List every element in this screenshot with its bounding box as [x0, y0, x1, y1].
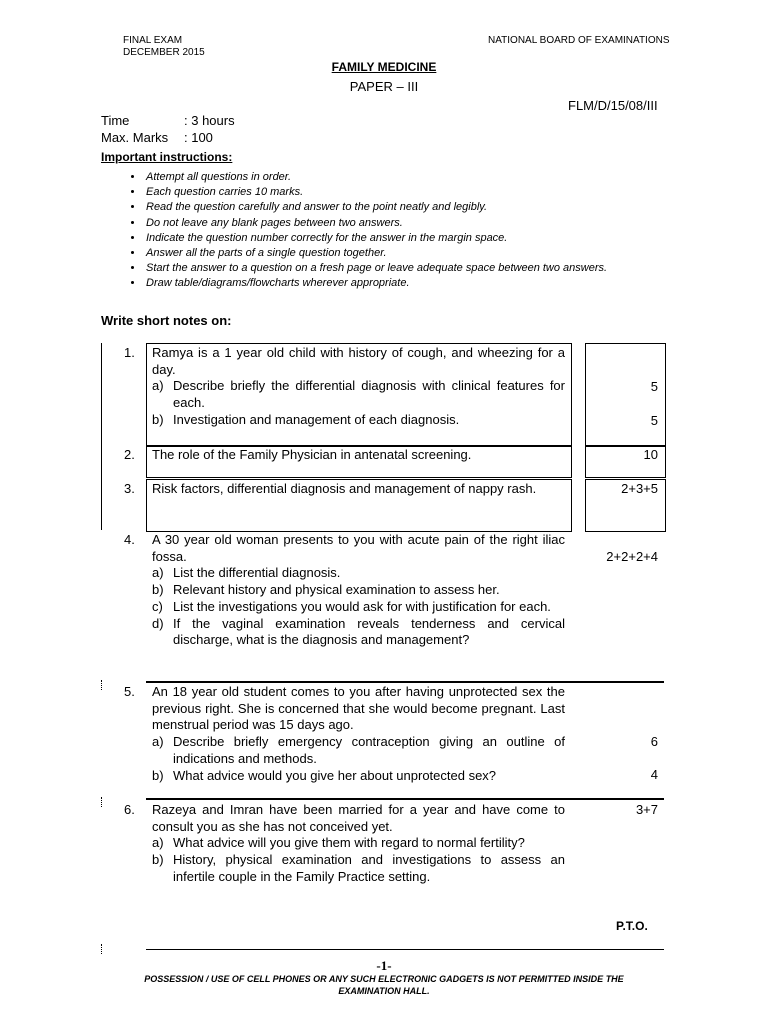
divider-line — [571, 343, 572, 444]
part-text: Describe briefly the differential diagnosis with clinical features for each. — [173, 378, 565, 411]
section-heading: Write short notes on: — [101, 313, 232, 328]
question-5 — [152, 684, 565, 784]
part-label: a) — [152, 565, 164, 581]
instruction-item: • Attempt all questions in order. — [144, 171, 684, 183]
part-text: History, physical examination and investigations to assess an infertile couple in the Family Practice setting. — [173, 852, 565, 884]
question-2-number: 2. — [124, 447, 135, 462]
instruction-item: • Draw table/diagrams/flowcharts wherever appropriate. — [144, 277, 684, 289]
margin-line — [101, 343, 102, 530]
question-6 — [152, 802, 565, 886]
part-label: a) — [152, 734, 164, 750]
time-value: : 3 hours — [184, 113, 235, 128]
margin-dot — [101, 944, 102, 954]
footer-warning-line1: POSSESSION / USE OF CELL PHONES OR ANY SUCH ELECTRONIC GADGETS IS NOT PERMITTED INSIDE THE — [144, 974, 624, 984]
question-2-text: The role of the Family Physician in antenatal screening. — [152, 447, 472, 462]
part-label: d) — [152, 615, 164, 631]
instruction-item: • Each question carries 10 marks. — [144, 186, 684, 198]
question-1-text: Ramya is a 1 year old child with history of cough, and wheezing for a day. — [152, 345, 565, 377]
part-text: What advice would you give her about unprotected sex? — [173, 767, 497, 783]
exam-date: DECEMBER 2015 — [123, 47, 205, 58]
question-1-number: 1. — [124, 345, 135, 360]
instruction-item: • Answer all the parts of a single question together. — [144, 247, 684, 259]
question-1-part-a — [152, 378, 565, 411]
question-5-part-a — [152, 734, 565, 767]
question-4-part-d — [152, 616, 565, 649]
marks-value: : 100 — [184, 130, 213, 145]
question-4-marks: 2+2+2+4 — [606, 549, 658, 564]
paper-code: FLM/D/15/08/III — [568, 98, 658, 113]
marks-label: Max. Marks — [101, 130, 169, 145]
question-6-marks: 3+7 — [635, 802, 658, 817]
question-1-part-b — [152, 412, 565, 429]
question-4-number: 4. — [124, 532, 135, 547]
board-name: NATIONAL BOARD OF EXAMINATIONS — [488, 35, 670, 46]
part-text: Relevant history and physical examination to assess her. — [173, 582, 500, 598]
question-2-marks: 10 — [643, 447, 658, 462]
divider-line — [571, 479, 572, 530]
question-4 — [152, 532, 565, 649]
part-label: b) — [152, 767, 164, 783]
exam-type: FINAL EXAM — [123, 35, 183, 46]
instructions-heading: Important instructions: — [101, 150, 233, 164]
instructions-list — [124, 171, 684, 293]
question-5a-marks: 6 — [650, 734, 658, 749]
question-1 — [152, 345, 565, 429]
instruction-item: • Do not leave any blank pages between two answers. — [144, 217, 684, 229]
part-text: Describe briefly emergency contraception giving an outline of indications and methods. — [173, 734, 565, 766]
footer-line — [146, 949, 664, 950]
question-5b-marks: 4 — [650, 767, 658, 782]
question-6-part-a — [152, 835, 565, 852]
question-6-text: Razeya and Imran have been married for a year and have come to consult you as she has not conceived yet. — [152, 802, 565, 834]
part-label: c) — [152, 598, 163, 614]
instruction-item: • Indicate the question number correctly for the answer in the margin space. — [144, 232, 684, 244]
part-text: Investigation and management of each diagnosis. — [173, 411, 460, 427]
question-4-part-c — [152, 599, 565, 616]
question-3-number: 3. — [124, 481, 135, 496]
margin-dot — [101, 680, 102, 690]
part-text: List the investigations you would ask for with justification for each. — [173, 598, 551, 614]
part-label: b) — [152, 582, 164, 598]
question-1-marks-box — [585, 343, 666, 446]
question-4-part-b — [152, 582, 565, 599]
part-label: a) — [152, 378, 164, 394]
question-5-part-b — [152, 768, 565, 785]
time-label: Time — [101, 113, 130, 128]
question-1a-marks: 5 — [650, 379, 658, 394]
part-text: List the differential diagnosis. — [173, 565, 341, 581]
part-label: b) — [152, 411, 164, 427]
question-3-text: Risk factors, differential diagnosis and management of nappy rash. — [152, 481, 537, 496]
part-text: If the vaginal examination reveals tenderness and cervical discharge, what is the diagnosis and management? — [173, 615, 565, 648]
divider-line — [571, 446, 572, 476]
instruction-item: • Read the question carefully and answer to the point neatly and legibly. — [144, 201, 684, 213]
part-label: a) — [152, 835, 164, 851]
question-4-part-a — [152, 565, 565, 582]
question-6-part-b — [152, 852, 565, 885]
part-text: What advice will you give them with regard to normal fertility? — [173, 835, 525, 851]
page-number: -1- — [376, 958, 392, 973]
margin-dot — [101, 797, 102, 807]
part-label: b) — [152, 852, 164, 868]
footer-warning-line2: EXAMINATION HALL. — [338, 986, 430, 996]
question-5-text: An 18 year old student comes to you after having unprotected sex the previous right. She is concerned that she would become pregnant. Last menstrual period was 15 days ago. — [152, 684, 565, 733]
pto-label: P.T.O. — [616, 919, 648, 933]
question-3-marks: 2+3+5 — [621, 481, 658, 496]
question-4-text: A 30 year old woman presents to you with acute pain of the right iliac fossa. — [152, 532, 565, 564]
separator-line — [146, 798, 664, 800]
instruction-item: • Start the answer to a question on a fresh page or leave adequate space between two answers. — [144, 262, 684, 274]
question-1b-marks: 5 — [650, 413, 658, 428]
subject-title: FAMILY MEDICINE — [331, 60, 437, 74]
separator-line — [146, 681, 664, 683]
question-5-number: 5. — [124, 684, 135, 699]
paper-number: PAPER – III — [349, 79, 419, 94]
question-6-number: 6. — [124, 802, 135, 817]
